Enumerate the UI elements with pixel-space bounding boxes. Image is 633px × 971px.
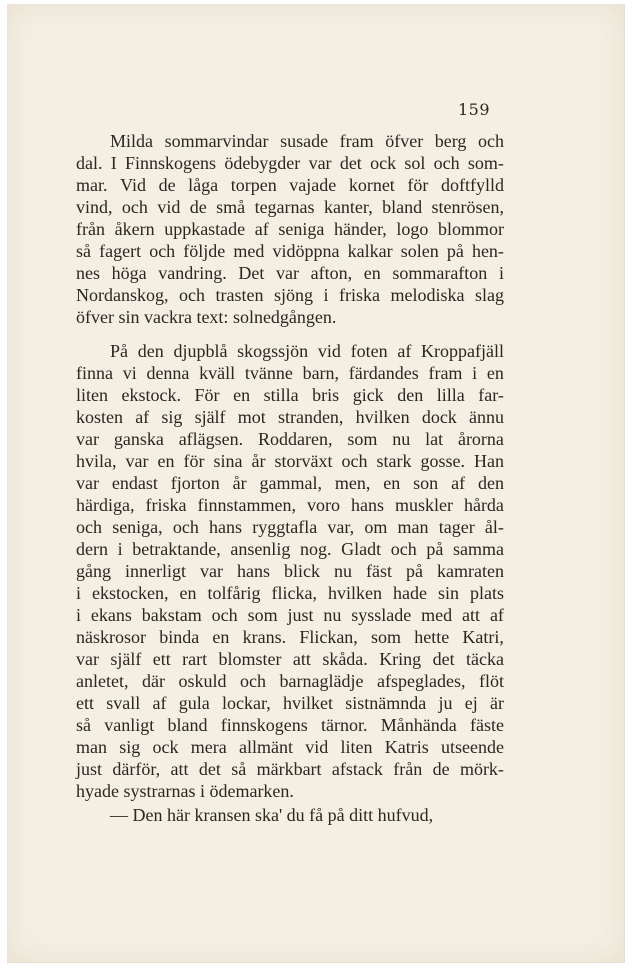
- text-line: så vanligt bland finnskogens tärnor. Månhända fäste: [76, 715, 504, 735]
- text-line: mar. Vid de låga torpen vajade kornet för doftfylld: [76, 175, 504, 195]
- text-line: vind, och vid de små tegarnas kanter, bland stenrösen,: [76, 197, 504, 217]
- text-line: liten ekstock. För en stilla bris gick den lilla far-: [76, 385, 504, 405]
- text-line: anletet, där oskuld och barnaglädje afspeglades, flöt: [76, 671, 504, 691]
- text-line: var själf ett rart blomster att skåda. Kring det täcka: [76, 649, 504, 669]
- text-line: dal. I Finnskogens ödebygder var det ock sol och som-: [76, 153, 504, 173]
- text-line: finna vi denna kväll tvänne barn, färdandes fram i en: [76, 363, 504, 383]
- text-line: just därför, att det så märkbart afstack från de mörk-: [76, 759, 504, 779]
- text-line: hyade systrarnas i ödemarken.: [76, 781, 294, 801]
- text-line: öfver sin vackra text: solnedgången.: [76, 307, 337, 327]
- text-line: På den djupblå skogssjön vid foten af Kroppafjäll: [110, 341, 504, 361]
- text-line: dern i betraktande, ansenlig nog. Gladt och på samma: [76, 539, 504, 559]
- text-line: så fagert och följde med vidöppna kalkar solen på hen-: [76, 241, 504, 261]
- body-text: [7, 4, 624, 962]
- text-line: kosten af sig själf mot stranden, hvilken dock ännu: [76, 407, 504, 427]
- text-line: i ekstocken, en tolfårig flicka, hvilken hade sin plats: [76, 583, 504, 603]
- text-line: ett svall af gula lockar, hvilket sistnämnda ju ej är: [76, 693, 504, 713]
- text-line: och seniga, och hans ryggtafla var, om man tager ål-: [76, 517, 504, 537]
- text-line: — Den här kransen ska' du få på ditt hufvud,: [110, 805, 434, 825]
- text-line: man sig ock mera allmänt vid liten Katris utseende: [76, 737, 504, 757]
- text-line: i ekans bakstam och som just nu sysslade med att af: [76, 605, 504, 625]
- book-page: [7, 4, 625, 963]
- text-line: näskrosor binda en krans. Flickan, som hette Katri,: [76, 627, 504, 647]
- text-line: Milda sommarvindar susade fram öfver berg och: [110, 131, 504, 151]
- text-line: nes höga vandring. Det var afton, en sommarafton i: [76, 263, 504, 283]
- text-line: från åkern uppkastade af seniga händer, logo blommor: [76, 219, 504, 239]
- text-line: Nordanskog, och trasten sjöng i friska melodiska slag: [76, 285, 504, 305]
- text-line: härdiga, friska finnstammen, voro hans muskler hårda: [76, 495, 504, 515]
- text-line: var ganska aflägsen. Roddaren, som nu lat årorna: [76, 429, 504, 449]
- text-line: var endast fjorton år gammal, men, en son af den: [76, 473, 504, 493]
- text-line: gång innerligt var hans blick nu fäst på kamraten: [76, 561, 504, 581]
- page-number: 159: [458, 100, 491, 119]
- text-line: hvila, var en för sina år storväxt och stark gosse. Han: [76, 451, 504, 471]
